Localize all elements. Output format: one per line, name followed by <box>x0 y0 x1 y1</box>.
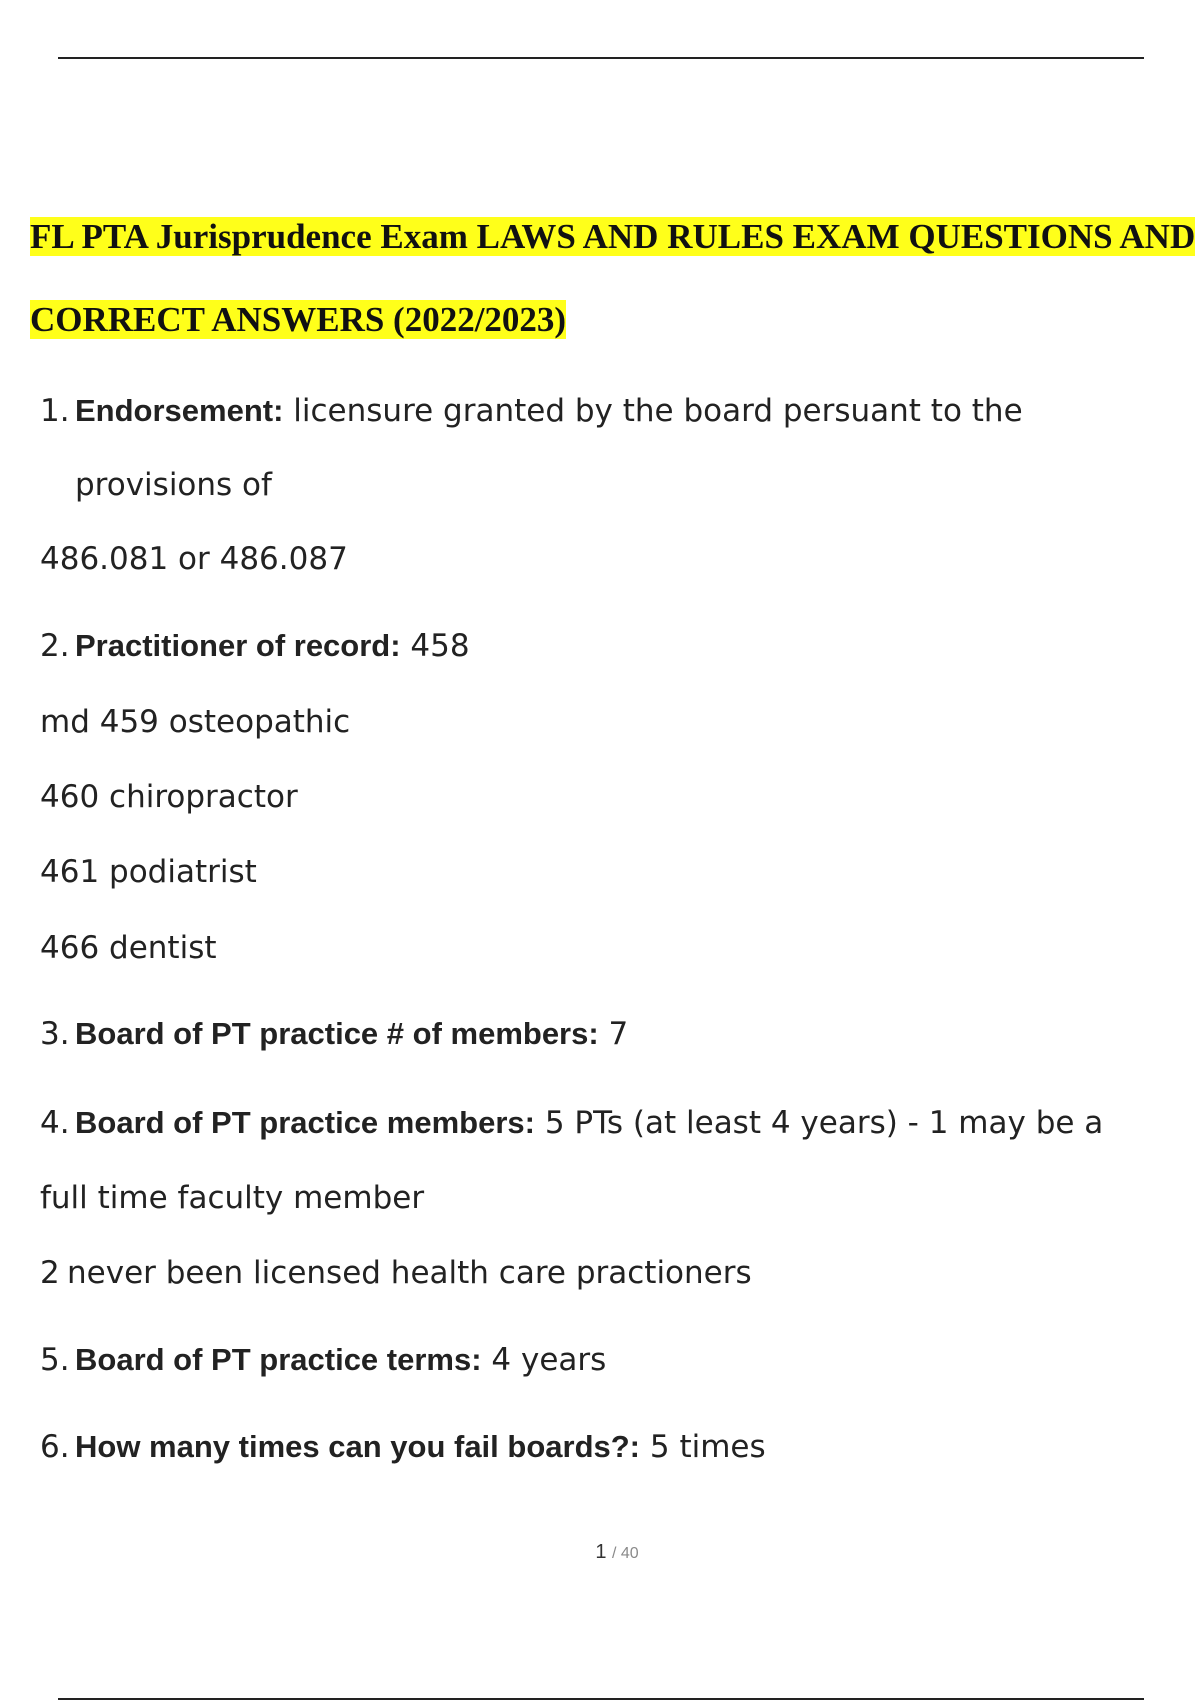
item-number: 3. <box>40 1016 70 1052</box>
item-number: 4. <box>40 1105 70 1141</box>
item-4 <box>40 1105 1103 1141</box>
item-term: Practitioner of record: <box>75 628 401 663</box>
item-number: 1. <box>40 393 70 429</box>
item-number: 2. <box>40 628 70 664</box>
item-answer: licensure granted by the board persuant to the <box>283 393 1023 429</box>
item-answer: 4 years <box>481 1342 607 1378</box>
item-answer: 458 <box>400 628 470 664</box>
page-indicator <box>0 1541 1200 1564</box>
item-2-continuation: 466 dentist <box>40 930 217 966</box>
item-term: Board of PT practice terms: <box>75 1342 482 1377</box>
item-5 <box>40 1342 606 1378</box>
item-2-continuation: 461 podiatrist <box>40 854 257 890</box>
item-4-continuation: full time faculty member <box>40 1180 425 1216</box>
item-1-continuation: provisions of <box>75 467 272 503</box>
title-line-2: CORRECT ANSWERS (2022/2023) <box>30 300 567 339</box>
item-number: 5. <box>40 1342 70 1378</box>
item-answer: 5 PTs (at least 4 years) - 1 may be a <box>534 1105 1104 1141</box>
item-answer: 5 times <box>640 1429 766 1465</box>
item-6 <box>40 1429 766 1465</box>
item-4-continuation <box>40 1255 752 1291</box>
item-2 <box>40 628 470 664</box>
item-answer: 7 <box>598 1016 629 1052</box>
item-1 <box>40 393 1023 429</box>
item-number: 6. <box>40 1429 70 1465</box>
item-sub-number: 2 <box>40 1255 60 1291</box>
item-term: Board of PT practice # of members: <box>75 1016 599 1051</box>
document-title <box>30 195 1200 361</box>
item-term: Endorsement: <box>75 393 284 428</box>
item-term: How many times can you fail boards?: <box>75 1429 641 1464</box>
page-current: 1 <box>595 1541 607 1563</box>
item-term: Board of PT practice members: <box>75 1105 535 1140</box>
page-total: / 40 <box>612 1545 639 1562</box>
top-rule <box>58 57 1144 59</box>
title-line-1: FL PTA Jurisprudence Exam LAWS AND RULES EXAM QUESTIONS AND <box>30 217 1196 256</box>
item-1-continuation: 486.081 or 486.087 <box>40 541 348 577</box>
item-3 <box>40 1016 628 1052</box>
item-2-continuation: 460 chiropractor <box>40 779 298 815</box>
item-answer: never been licensed health care practioners <box>67 1255 752 1291</box>
item-2-continuation: md 459 osteopathic <box>40 704 351 740</box>
